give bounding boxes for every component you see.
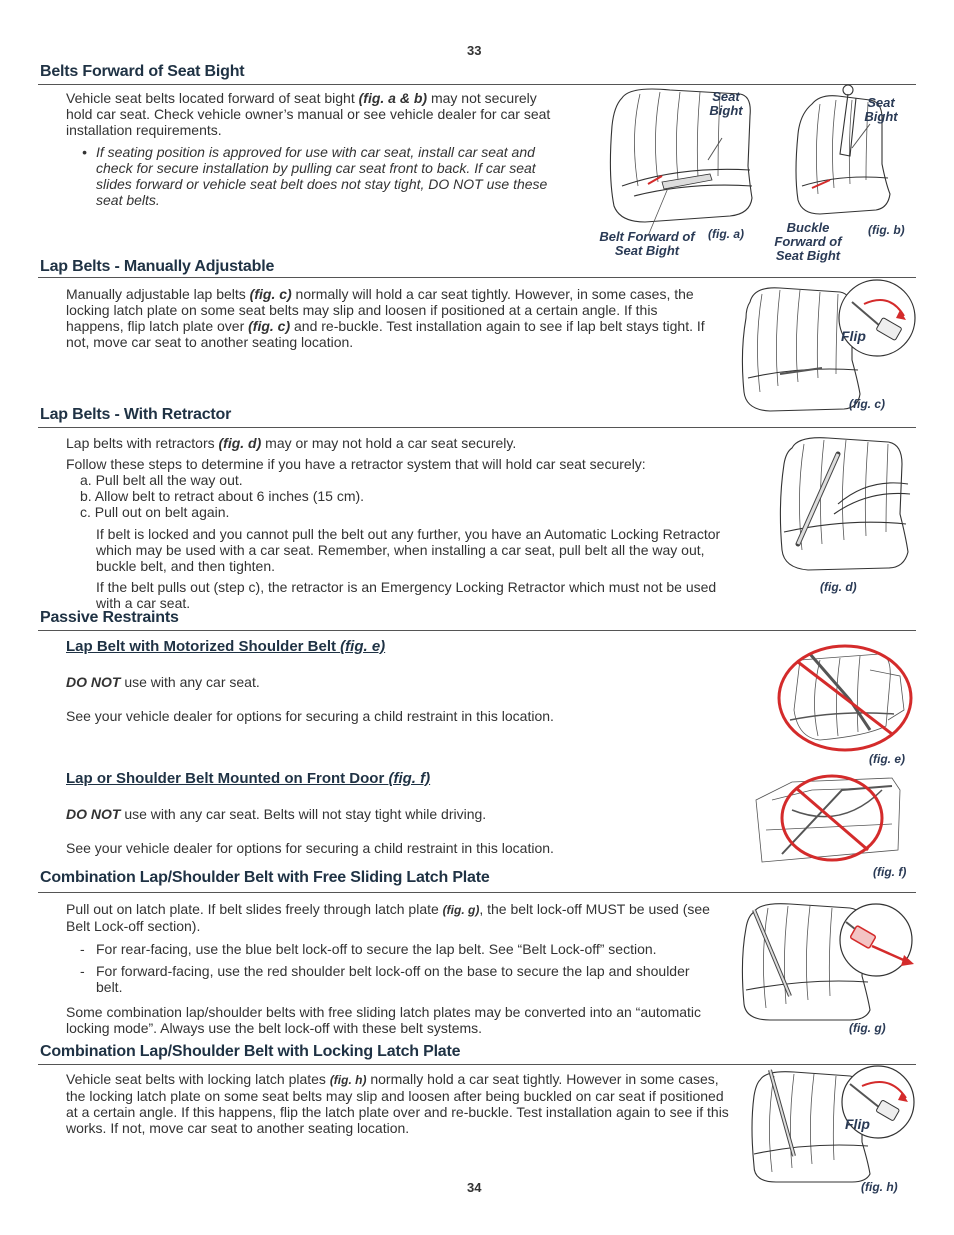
section-body-lap-belts-retractor: Lap belts with retractors (fig. d) may or may not hold a car seat securely. Follow these steps to determine if you have a retractor system that will hold car seat securely: a. Pull belt all the way out. b. Allow belt to retract about 6 inches (15 cm). c. Pull out on belt again. If belt is locked and you cannot pull the belt out any further, you have an Automatic Locking Retractor which may be used with a car seat. Remember, when installing a car seat, pull belt all the way out, buckle belt, and then tighten. If the belt pulls out (step c), the retractor is an Emergency Locking Retractor which must not be used with a car seat.	[66, 435, 721, 611]
subsection-title-front-door: Lap or Shoulder Belt Mounted on Front Door (fig. f)	[66, 770, 431, 787]
section-body-lap-belts-manual: Manually adjustable lap belts (fig. c) normally will hold a car seat tightly. However, in some cases, the locking latch plate on some seat belts may slip and loosen if positioned at a certain angle. If this happens, flip latch plate over (fig. c) and re-buckle. Test installation again to see if lap belt stays tight. If not, move car seat to another seating location.	[66, 286, 705, 350]
section-title-lap-belts-retractor: Lap Belts - With Retractor	[40, 406, 232, 423]
fig-c-illustration	[740, 282, 920, 414]
bullet-text: If seating position is approved for use with car seat, install car seat and check for secure installation by pulling car seat front to back. If car seat slides forward or vehicle seat belt does not stay tight, DO NOT use these seat belts.	[96, 144, 548, 208]
fig-b-caption: (fig. b)	[868, 223, 905, 237]
section-title-belts-forward: Belts Forward of Seat Bight	[40, 63, 245, 80]
section-body-free-sliding: Pull out on latch plate. If belt slides freely through latch plate (fig. g), the belt lock-off MUST be used (see Belt Lock-off section). - For rear-facing, use the blue belt lock-off to secure the lap belt. See “Belt Lock-off” section. - For forward-facing, use the red shoulder belt lock-off on the base to secure the lap and shoulder belt. Some combination lap/shoulder belts with free sliding latch plates may be converted into an “automatic locking mode”. Always use the belt lock-off with these belt systems.	[66, 901, 710, 1036]
section-divider	[38, 630, 916, 631]
fig-h-caption: (fig. h)	[861, 1180, 898, 1194]
section-body-locking-latch: Vehicle seat belts with locking latch plates (fig. h) normally hold a car seat tightly. However in some cases, the locking latch plate on some seat belts may slip and loosen after being buckled on car seat if positioned at a certain angle. If this happens, flip the latch plate over and re-buckle. Test installation again to see if this works. If not, move car seat to another seating location.	[66, 1071, 729, 1136]
fig-b-label-seat-bight: Seat Bight	[864, 95, 898, 124]
bullet-icon: •	[82, 144, 87, 160]
fig-h-illustration	[750, 1066, 920, 1182]
section-title-free-sliding: Combination Lap/Shoulder Belt with Free Sliding Latch Plate	[40, 869, 490, 886]
section-divider	[38, 1064, 916, 1065]
page-number-top: 33	[467, 43, 482, 58]
dash-icon: -	[80, 941, 85, 957]
section-title-lap-belts-manual: Lap Belts - Manually Adjustable	[40, 258, 275, 275]
section-divider	[38, 84, 916, 85]
fig-a-label-seat-bight: Seat Bight	[709, 89, 743, 118]
fig-h-flip-label: Flip	[845, 1116, 870, 1132]
subsection-body-front-door: DO NOT use with any car seat. Belts will not stay tight while driving. See your vehicle dealer for options for securing a child restraint in this location.	[66, 806, 554, 856]
fig-c-caption: (fig. c)	[849, 397, 885, 411]
fig-d-caption: (fig. d)	[820, 580, 857, 594]
subsection-title-motorized: Lap Belt with Motorized Shoulder Belt (fig. e)	[66, 638, 386, 655]
section-title-locking-latch: Combination Lap/Shoulder Belt with Locking Latch Plate	[40, 1043, 461, 1060]
section-divider	[38, 277, 916, 278]
fig-c-flip-label: Flip	[841, 328, 866, 344]
fig-g-caption: (fig. g)	[849, 1021, 886, 1035]
fig-a-caption: (fig. a)	[708, 227, 744, 241]
fig-e-illustration	[770, 640, 920, 760]
section-divider	[38, 427, 916, 428]
fig-d-illustration	[778, 434, 918, 574]
fig-g-illustration	[740, 900, 920, 1020]
dash-item: For rear-facing, use the blue belt lock-off to secure the lap belt. See “Belt Lock-off” section.	[96, 941, 657, 957]
page-number-bottom: 34	[467, 1180, 482, 1195]
fig-a-label-belt-forward: Belt Forward of Seat Bight	[599, 229, 695, 258]
subsection-body-motorized: DO NOT use with any car seat. See your vehicle dealer for options for securing a child restraint in this location.	[66, 674, 554, 724]
section-divider	[38, 892, 916, 893]
fig-e-caption: (fig. e)	[869, 752, 905, 766]
fig-f-caption: (fig. f)	[873, 865, 907, 879]
section-title-passive-restraints: Passive Restraints	[40, 609, 179, 626]
fig-f-illustration	[752, 770, 912, 866]
dash-icon: -	[80, 963, 85, 979]
dash-item: For forward-facing, use the red shoulder belt lock-off on the base to secure the lap and shoulder belt.	[96, 963, 690, 995]
fig-b-label-buckle-forward: Buckle Forward of Seat Bight	[774, 220, 842, 263]
section-body-belts-forward: Vehicle seat belts located forward of seat bight (fig. a & b) may not securely hold car seat. Check vehicle owner’s manual or see vehicle dealer for car seat installation requirements. • If seating position is approved for use with car seat, install car seat and check for secure installation by pulling car seat front to back. If car seat slides forward or vehicle seat belt does not stay tight, DO NOT use these seat belts.	[66, 90, 551, 208]
